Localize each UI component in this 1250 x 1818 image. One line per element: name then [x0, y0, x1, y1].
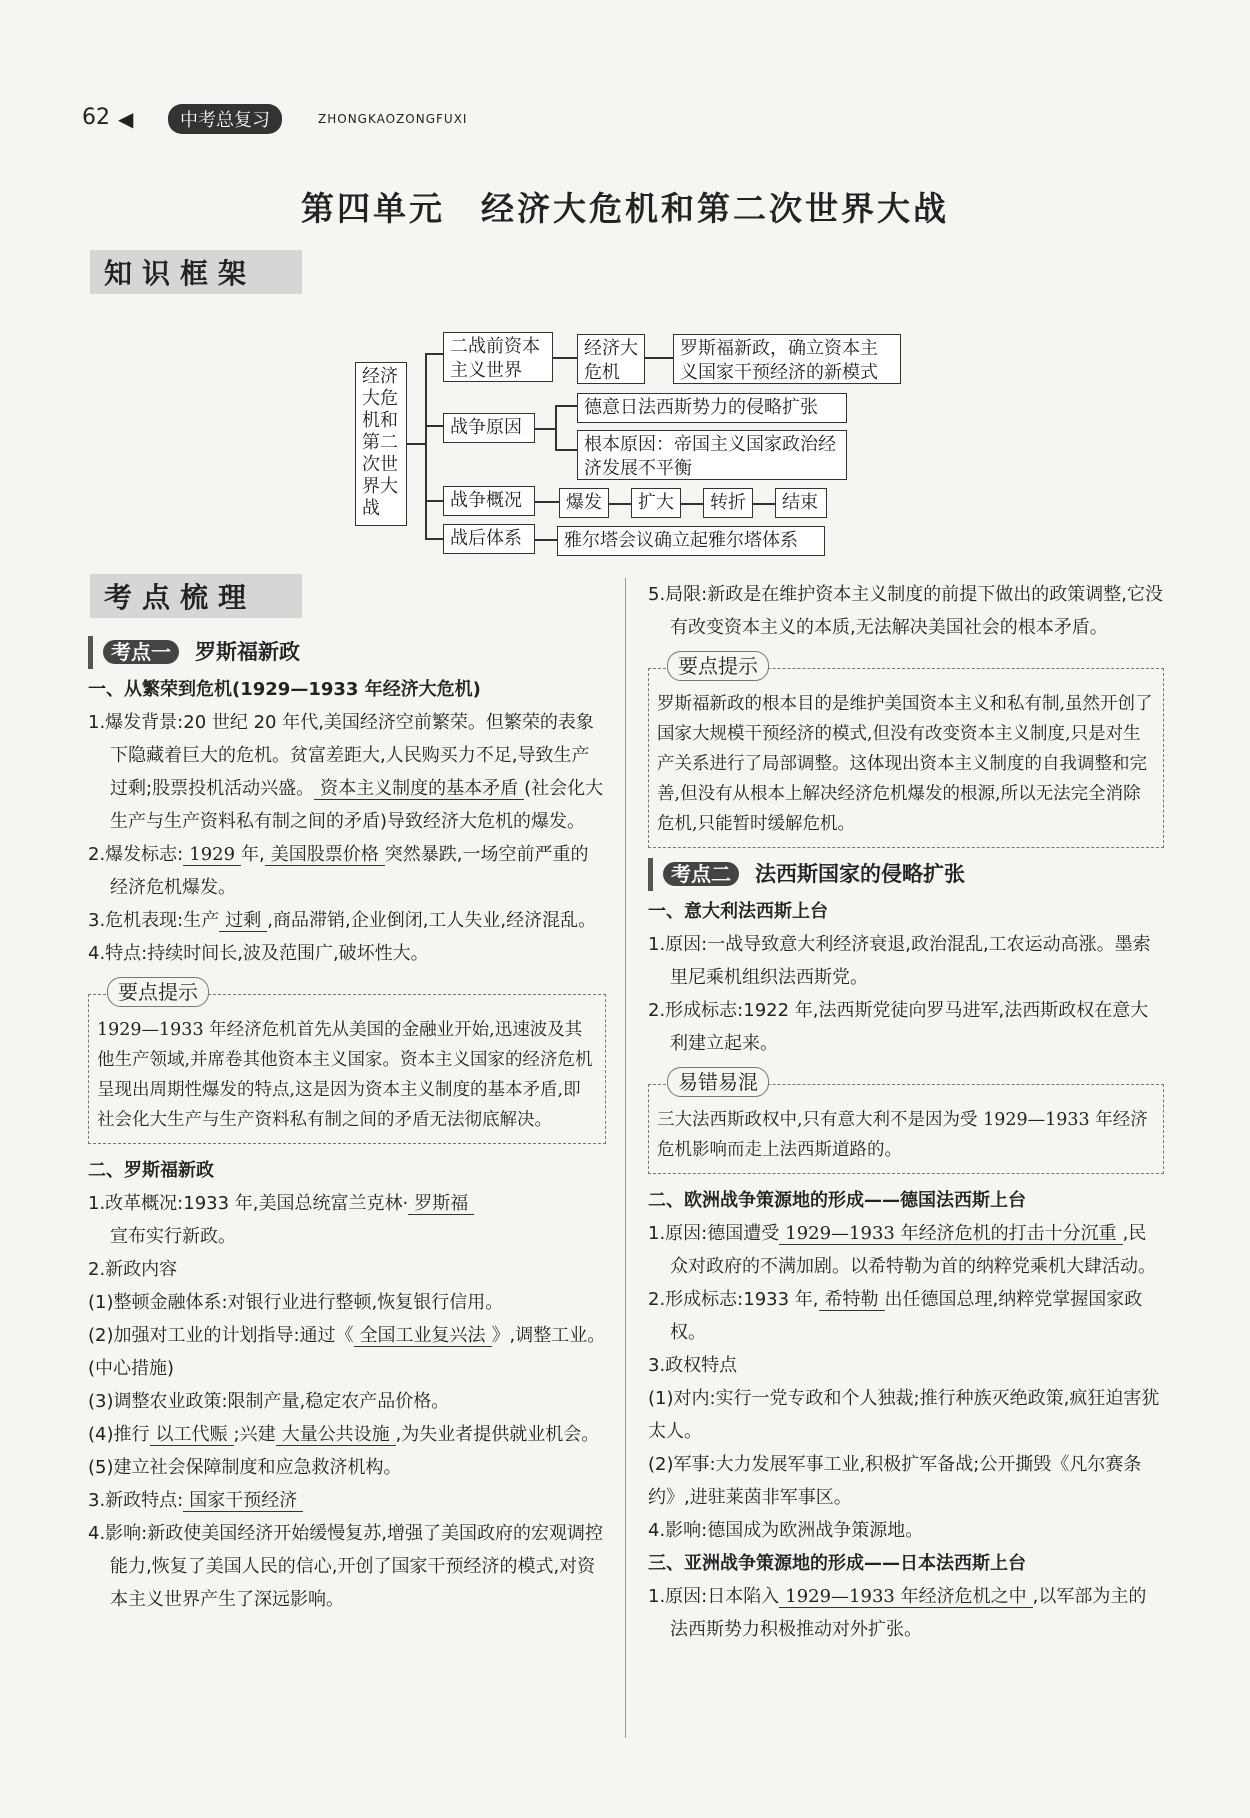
section-1-2: 二、罗斯福新政: [88, 1160, 214, 1181]
arrow-left-icon: ◀: [118, 107, 134, 131]
fw-b4: 战后体系: [443, 524, 535, 554]
fw-b2: 战争原因: [443, 413, 535, 443]
book-badge: 中考总复习: [168, 104, 282, 134]
framework-label: 知识框架: [90, 250, 302, 294]
review-label: 考点梳理: [90, 574, 302, 618]
left-column: 考点一 罗斯福新政 一、从繁荣到危机(1929—1933 年经济大危机) 1.爆发背景:20 世纪 20 年代,美国经济空前繁荣。但繁荣的表象下隐藏着巨大的危机。贫富差距大,人民购买力不足,导致生产过剩;股票投机活动兴盛。 资本主义制度的基本矛盾 (社会化大生产与生产资料私有制之间的矛盾)导致经济大危机的爆发。 2.爆发标志: 1929 年, 美国股票价格 突然暴跌,一场空前严重的经济危机爆发。 3.危机表现:生产 过剩 ,商品滞销,企业倒闭,工人失业,经济混乱。 4.特点:持续时间长,波及范围广,破坏性大。 要点提示 1929—1933 年经济危机首先从美国的金融业开始,迅速波及其他生产领域,并席卷其他资本主义国家。资本主义国家的经济危机呈现出周期性爆发的特点,这是因为资本主义制度的基本矛盾,即社会化大生产与生产资料私有制之间的矛盾无法彻底解决。 二、罗斯福新政 1.改革概况:1933 年,美国总统富兰克林· 罗斯福 宣布实行新政。 2.新政内容 (1)整顿金融体系:对银行业进行整顿,恢复银行信用。 (2)加强对工业的计划指导:通过《 全国工业复兴法 》,调整工业。(中心措施) (3)调整农业政策:限制产量,稳定农产品价格。 (4)推行 以工代赈 ;兴建 大量公共设施 ,为失业者提供就业机会。 (5)建立社会保障制度和应急救济机构。 3.新政特点: 国家干预经济 4.影响:新政使美国经济开始缓慢复苏,增强了美国政府的宏观调控能力,恢复了美国人民的信心,开创了国家干预经济的模式,对资本主义世界产生了深远影响。: [88, 630, 606, 1616]
right-column: 5.局限:新政是在维护资本主义制度的前提下做出的政策调整,它没有改变资本主义的本质,无法解决美国社会的根本矛盾。 要点提示 罗斯福新政的根本目的是维护美国资本主义和私有制,虽然开创了国家大规模干预经济的模式,但没有改变资本主义制度,只是对生产关系进行了局部调整。这体现出资本主义制度的自我调整和完善,但没有从根本上解决经济危机爆发的根源,所以无法完全消除危机,只能暂时缓解危机。 考点二 法西斯国家的侵略扩张 一、意大利法西斯上台 1.原因:一战导致意大利经济衰退,政治混乱,工农运动高涨。墨索里尼乘机组织法西斯党。 2.形成标志:1922 年,法西斯党徒向罗马进军,法西斯政权在意大利建立起来。 易错易混 三大法西斯政权中,只有意大利不是因为受 1929—1933 年经济危机影响而走上法西斯道路的。 二、欧洲战争策源地的形成——德国法西斯上台 1.原因:德国遭受 1929—1933 年经济危机的打击十分沉重 ,民众对政府的不满加剧。以希特勒为首的纳粹党乘机大肆活动。 2.形成标志:1933 年, 希特勒 出任德国总理,纳粹党掌握国家政权。 3.政权特点 (1)对内:实行一党专政和个人独裁;推行种族灭绝政策,疯狂迫害犹太人。 (2)军事:大力发展军事工业,积极扩军备战;公开撕毁《凡尔赛条约》,进驻莱茵非军事区。 4.影响:德国成为欧洲战争策源地。 三、亚洲战争策源地的形成——日本法西斯上台 1.原因:日本陷入 1929—1933 年经济危机之中 ,以军部为主的法西斯势力积极推动对外扩张。: [648, 584, 1163, 1640]
fw-b2b: 根本原因：帝国主义国家政治经济发展不平衡: [577, 430, 847, 480]
tip-box-2: 要点提示 罗斯福新政的根本目的是维护美国资本主义和私有制,虽然开创了国家大规模干预经济的模式,但没有改变资本主义制度,只是对生产关系进行了局部调整。这体现出资本主义制度的自我调整和完善,但没有从根本上解决经济危机爆发的根源,所以无法完全消除危机,只能暂时缓解危机。: [648, 668, 1164, 848]
fw-b1b: 罗斯福新政，确立资本主义国家干预经济的新模式: [673, 334, 901, 384]
kaodian-1: 考点一 罗斯福新政: [88, 636, 606, 669]
fw-root: 经济大危机和第二次世界大战: [355, 362, 407, 526]
fw-b3d: 结束: [775, 488, 827, 518]
unit-title: 第四单元 经济大危机和第二次世界大战: [301, 189, 949, 228]
fw-b1a: 经济大危机: [577, 334, 645, 384]
fw-b2a: 德意日法西斯势力的侵略扩张: [577, 393, 847, 423]
book-subtitle: ZHONGKAOZONGFUXI: [318, 112, 468, 126]
kaodian-2: 考点二 法西斯国家的侵略扩张: [648, 858, 1164, 891]
tip-box-3: 易错易混 三大法西斯政权中,只有意大利不是因为受 1929—1933 年经济危机影响而走上法西斯道路的。: [648, 1084, 1164, 1174]
fw-b3: 战争概况: [443, 486, 535, 516]
tip-box-1: 要点提示 1929—1933 年经济危机首先从美国的金融业开始,迅速波及其他生产领域,并席卷其他资本主义国家。资本主义国家的经济危机呈现出周期性爆发的特点,这是因为资本主义制度的基本矛盾,即社会化大生产与生产资料私有制之间的矛盾无法彻底解决。: [88, 994, 606, 1144]
section-1-1: 一、从繁荣到危机(1929—1933 年经济大危机): [88, 679, 481, 700]
fw-b1: 二战前资本主义世界: [443, 332, 553, 382]
answer-blank: 资本主义制度的基本矛盾: [314, 778, 524, 800]
page-number: 62: [82, 105, 110, 130]
fw-b3b: 扩大: [631, 488, 681, 518]
fw-b3c: 转折: [703, 488, 753, 518]
fw-b3a: 爆发: [559, 488, 609, 518]
fw-b4a: 雅尔塔会议确立起雅尔塔体系: [557, 526, 825, 556]
